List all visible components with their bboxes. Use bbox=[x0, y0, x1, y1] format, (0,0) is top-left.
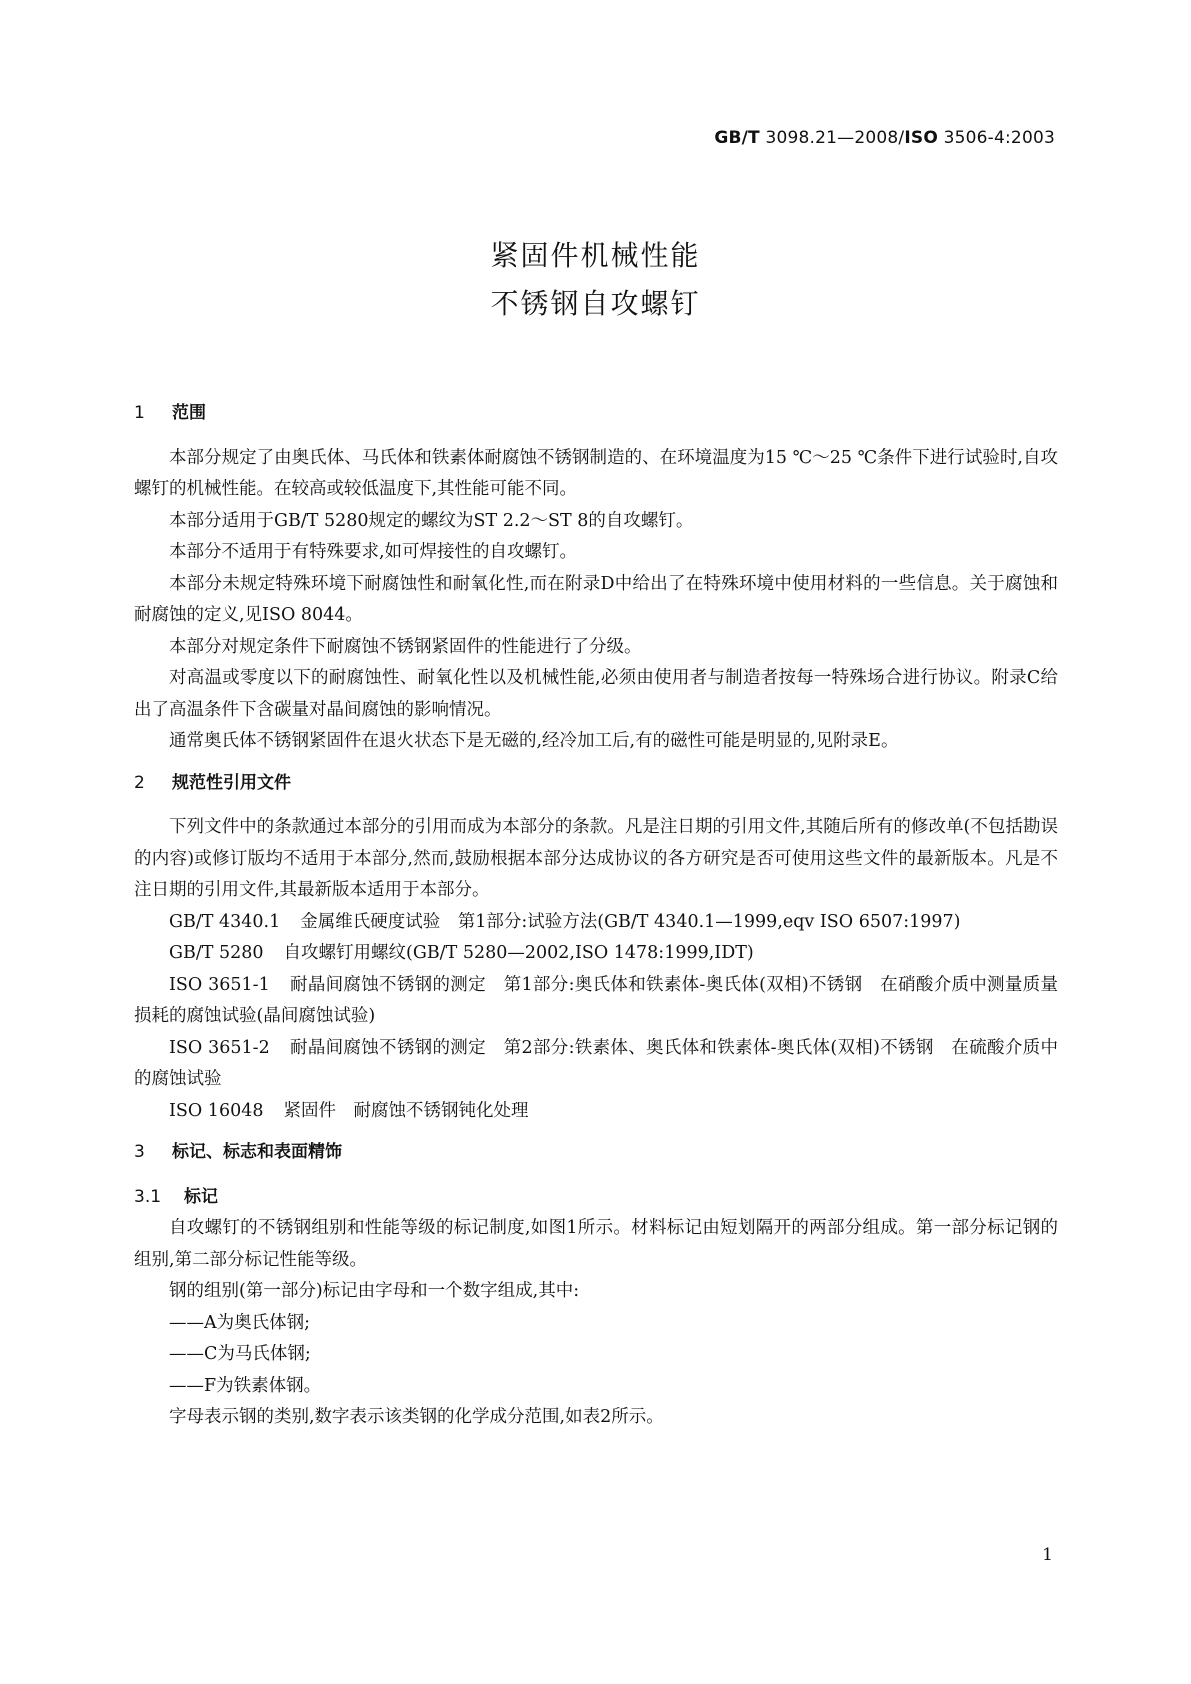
reference-title: 自攻螺钉用螺纹(GB/T 5280—2002,ISO 1478:1999,IDT) bbox=[283, 943, 754, 963]
std-gb-prefix: GB/T bbox=[714, 128, 760, 148]
paragraph: 自攻螺钉的不锈钢组别和性能等级的标记制度,如图1所示。材料标记由短划隔开的两部分组成。第一部分标记钢的组别,第二部分标记性能等级。 bbox=[134, 1218, 1058, 1270]
standard-number-header bbox=[714, 128, 1055, 148]
std-gb-number: 3098.21—2008/ bbox=[759, 128, 905, 148]
section-title: 规范性引用文件 bbox=[172, 772, 291, 793]
paragraph: 本部分不适用于有特殊要求,如可焊接性的自攻螺钉。 bbox=[169, 542, 578, 562]
section-1-heading bbox=[134, 398, 1058, 430]
section-number: 1 bbox=[134, 403, 145, 423]
reference-code: ISO 3651-1 bbox=[169, 974, 270, 995]
section-number: 3 bbox=[134, 1142, 145, 1162]
reference-title: 耐晶间腐蚀不锈钢的测定 第2部分:铁素体、奥氏体和铁素体-奥氏体(双相)不锈钢 在硫酸介质中的腐蚀试验 bbox=[134, 1037, 1058, 1089]
title-line-2: 不锈钢自攻螺钉 bbox=[490, 287, 701, 320]
reference-title: 耐晶间腐蚀不锈钢的测定 第1部分:奥氏体和铁素体-奥氏体(双相)不锈钢 在硝酸介质中测量质量损耗的腐蚀试验(晶间腐蚀试验) bbox=[134, 974, 1058, 1026]
reference-item bbox=[134, 938, 1058, 970]
section-number: 2 bbox=[134, 772, 145, 793]
reference-code: ISO 3651-2 bbox=[169, 1037, 270, 1058]
document-title bbox=[0, 232, 1191, 328]
list-item: ——A为奥氏体钢; bbox=[169, 1312, 311, 1333]
list-item: ——F为铁素体钢。 bbox=[169, 1375, 322, 1396]
paragraph: 下列文件中的条款通过本部分的引用而成为本部分的条款。凡是注日期的引用文件,其随后所有的修改单(不包括勘误的内容)或修订版均不适用于本部分,然而,鼓励根据本部分达成协议的各方研究是否可使用这些文件的最新版本。凡是不注日期的引用文件,其最新版本适用于本部分。 bbox=[134, 817, 1058, 900]
paragraph: 本部分未规定特殊环境下耐腐蚀性和耐氧化性,而在附录D中给出了在特殊环境中使用材料的一些信息。关于腐蚀和耐腐蚀的定义,见ISO 8044。 bbox=[134, 573, 1058, 625]
reference-item bbox=[134, 970, 1058, 1033]
reference-code: ISO 16048 bbox=[169, 1100, 264, 1121]
subsection-title: 标记 bbox=[184, 1186, 218, 1207]
document-body bbox=[134, 398, 1058, 1434]
page-number: 1 bbox=[1042, 1545, 1053, 1565]
section-3-heading bbox=[134, 1137, 1058, 1169]
reference-code: GB/T 4340.1 bbox=[169, 911, 281, 932]
reference-code: GB/T 5280 bbox=[169, 943, 264, 963]
paragraph: 本部分适用于GB/T 5280规定的螺纹为ST 2.2～ST 8的自攻螺钉。 bbox=[169, 510, 694, 531]
reference-item bbox=[134, 1033, 1058, 1096]
section-title: 范围 bbox=[172, 403, 206, 423]
paragraph: 本部分规定了由奥氏体、马氏体和铁素体耐腐蚀不锈钢制造的、在环境温度为15 ℃～25 ℃条件下进行试验时,自攻螺钉的机械性能。在较高或较低温度下,其性能可能不同。 bbox=[134, 447, 1058, 499]
reference-item bbox=[134, 1096, 1058, 1128]
reference-title: 金属维氏硬度试验 第1部分:试验方法(GB/T 4340.1—1999,eqv ISO 6507:1997) bbox=[300, 911, 961, 932]
subsection-number: 3.1 bbox=[134, 1186, 162, 1207]
subsection-3-1-heading bbox=[134, 1182, 1058, 1214]
paragraph: 对高温或零度以下的耐腐蚀性、耐氧化性以及机械性能,必须由使用者与制造者按每一特殊场合进行协议。附录C给出了高温条件下含碳量对晶间腐蚀的影响情况。 bbox=[134, 668, 1058, 720]
reference-title: 紧固件 耐腐蚀不锈钢钝化处理 bbox=[283, 1100, 529, 1121]
std-iso-prefix: ISO bbox=[904, 128, 938, 148]
list-item: ——C为马氏体钢; bbox=[169, 1344, 311, 1364]
paragraph: 通常奥氏体不锈钢紧固件在退火状态下是无磁的,经冷加工后,有的磁性可能是明显的,见附录E。 bbox=[169, 731, 899, 751]
section-2-heading bbox=[134, 768, 1058, 800]
paragraph: 本部分对规定条件下耐腐蚀不锈钢紧固件的性能进行了分级。 bbox=[169, 636, 642, 657]
paragraph: 钢的组别(第一部分)标记由字母和一个数字组成,其中: bbox=[169, 1281, 580, 1301]
title-line-1: 紧固件机械性能 bbox=[490, 239, 701, 272]
reference-item bbox=[134, 907, 1058, 939]
section-title: 标记、标志和表面精饰 bbox=[172, 1142, 342, 1162]
paragraph: 字母表示钢的类别,数字表示该类钢的化学成分范围,如表2所示。 bbox=[169, 1407, 664, 1427]
std-iso-number: 3506-4:2003 bbox=[937, 128, 1055, 148]
